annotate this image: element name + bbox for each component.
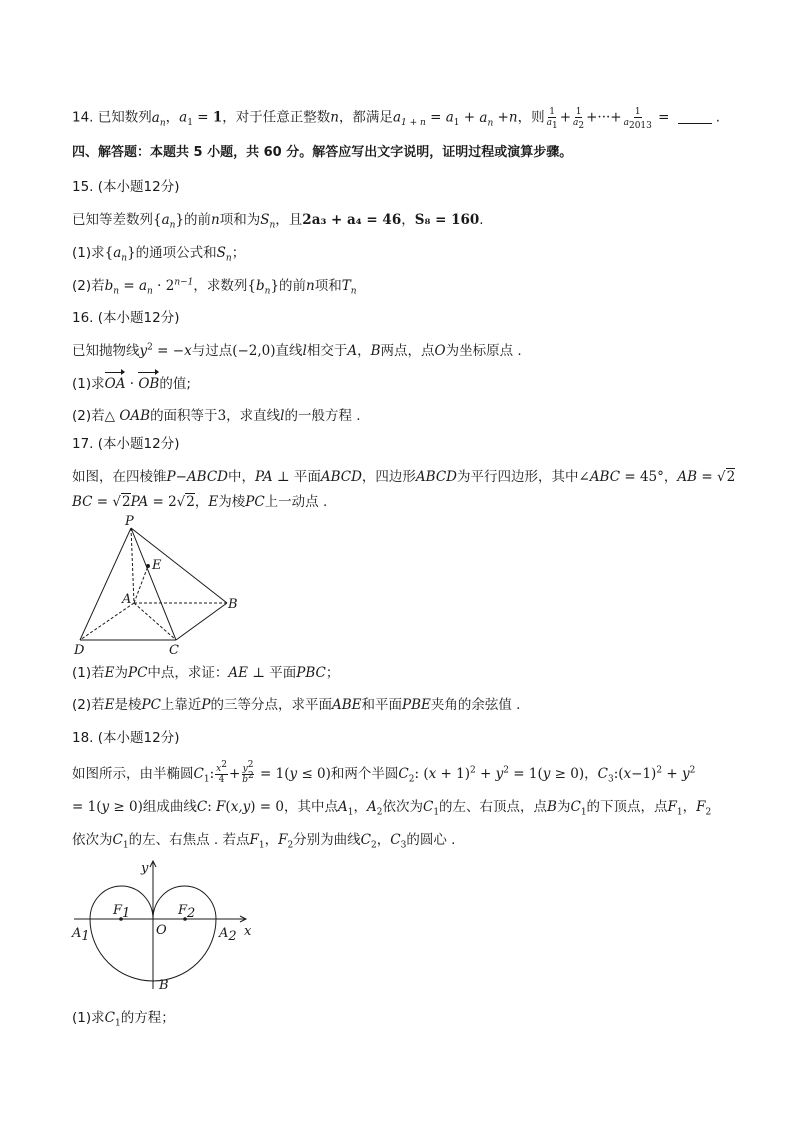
pyramid-figure (70, 512, 250, 657)
q15-label: 15. (本小题12分) (72, 179, 180, 195)
edge-pd (80, 528, 131, 640)
section-heading: 四、解答题：本题共 5 小题，共 60 分。解答应写出文字说明，证明过程或演算步骤。 (72, 145, 573, 160)
label-o: O (156, 923, 167, 938)
label-c: C (169, 643, 179, 657)
fraction-n: $\frac{1}{a_{2013}}$ (623, 107, 652, 131)
label-b: B (159, 978, 169, 993)
q15-part2: (2)若$b_n = a_n \cdot 2^{n-1}$，求数列$\{b_n\}$的前n项和$T_n$ (72, 277, 357, 297)
q17-stem-1: 如图，在四棱锥P−ABCD中，PA ⊥ 平面ABCD，四边形ABCD为平行四边形，其中∠ABC = 45°，AB = √2 (72, 469, 736, 485)
label-a2: A2 (219, 926, 237, 944)
label-f2: F2 (178, 903, 196, 921)
label-x: x (244, 924, 252, 939)
edge-cb (176, 603, 227, 640)
edge-ae (134, 566, 148, 603)
label-d: D (74, 643, 85, 657)
q17-part2: (2)若E是棱PC上靠近P的三等分点，求平面ABE和平面PBE夹角的余弦值 . (72, 697, 521, 713)
point-e (146, 564, 150, 568)
q17-label: 17. (本小题12分) (72, 436, 180, 452)
q16-stem: 已知抛物线$y^2 = -x$与过点(−2,0)直线l相交于A，B两点，点O为坐标原点 . (72, 342, 522, 359)
label-y: y (141, 861, 149, 876)
q17-part1: (1)若E为PC中点，求证：AE ⊥ 平面PBC； (72, 665, 340, 681)
label-f1: F1 (113, 903, 131, 921)
heart-curve-figure (68, 855, 268, 1000)
q18-part1: (1)求$C_1$的方程； (72, 1010, 175, 1029)
q18-stem-2: = 1(y ≥ 0)组成曲线C: F(x,y) = 0，其中点$A_1$，$A_2$依次为$C_1$的左、右顶点，点B为$C_1$的下顶点，点$F_1$，$F_2$ (72, 799, 712, 818)
answer-blank[interactable] (678, 123, 712, 124)
q14-line: 14. 已知数列$a_n$，$a_1 = 1$，对于任意正整数n，都满足$a_{1 + n} = a_1 + a_n +n$，则 $\frac{1}{a_1}$ + $\frac{1}{a_2}$ +···+ $\frac{1}{a_{2013}}$ = . (72, 107, 721, 131)
q15-stem: 已知等差数列$\{a_n\}$的前n项和为$S_n$，且2a₃ + a₄ = 46，S₈ = 160. (72, 212, 484, 231)
fraction-2: $\frac{1}{a_2}$ (573, 107, 585, 131)
edge-pa (131, 528, 134, 603)
fraction-1: $\frac{1}{a_1}$ (546, 107, 558, 131)
q15-part1: (1)求$\{a_n\}$的通项公式和$S_n$； (72, 245, 246, 264)
q18-label: 18. (本小题12分) (72, 730, 180, 746)
q18-stem-3: 依次为$C_1$的左、右焦点 . 若点$F_1$，$F_2$分别为曲线$C_2$，$C_3$的圆心 . (72, 832, 456, 851)
q16-part1: (1)求OA · OB的值; (72, 376, 191, 392)
label-e: E (152, 558, 162, 573)
edge-pb (131, 528, 227, 603)
edge-ac (134, 603, 176, 640)
label-a1: A1 (72, 926, 90, 944)
q17-stem-2: BC = √2PA = 2√2，E为棱PC上一动点 . (72, 494, 328, 510)
edge-pc (131, 528, 176, 640)
label-b: B (228, 597, 238, 612)
q18-stem-1: 如图所示，由半椭圆$C_1$: $\frac{x^2}{4}$ + $\frac{y^2}{b^2}$ = 1(y ≤ 0)和两个半圆$C_2$: $(x + 1)^2 + y^2 = 1(y \ge 0)$，$C_3:(x-1)^2 + y^2$ (72, 759, 696, 785)
q16-part2: (2)若△ OAB的面积等于3，求直线l的一般方程 . (72, 408, 361, 424)
label-a: A (122, 592, 132, 607)
label-p: P (125, 514, 134, 529)
q16-label: 16. (本小题12分) (72, 310, 180, 326)
